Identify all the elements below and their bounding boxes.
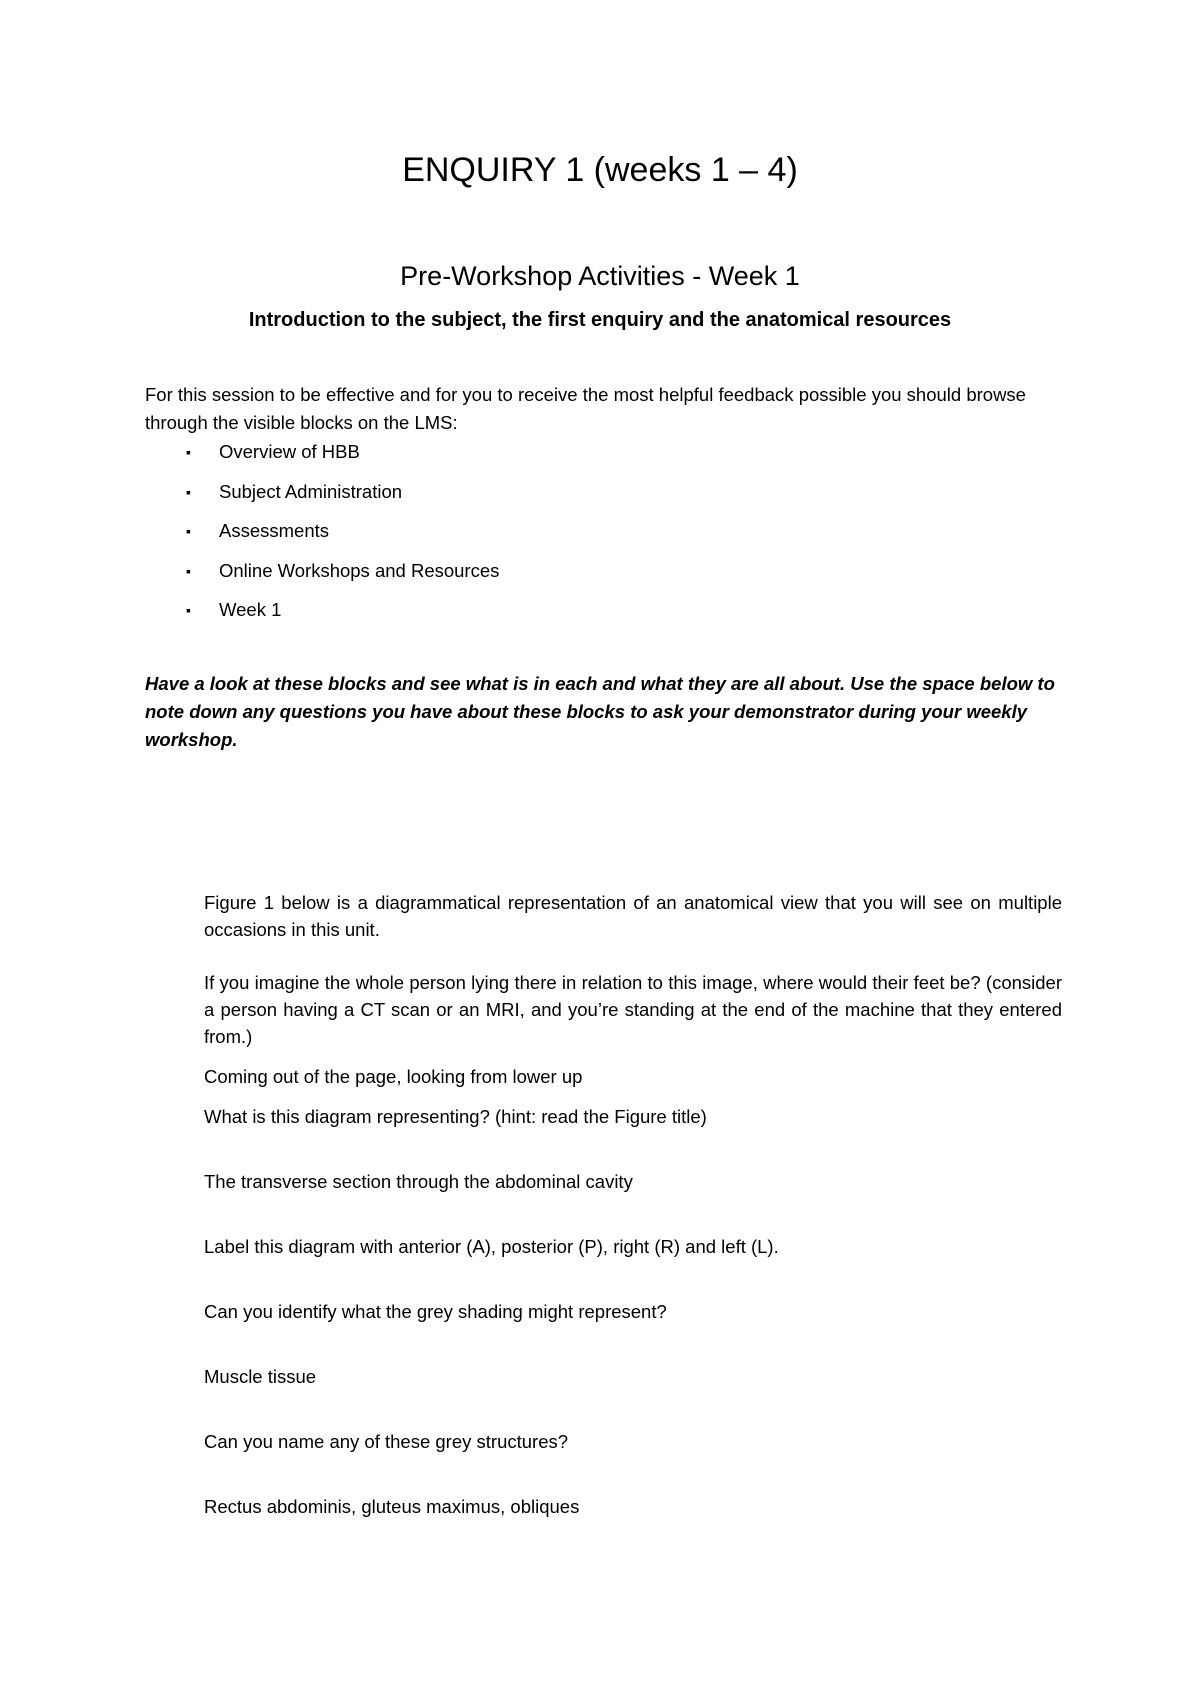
list-item-label: Assessments: [219, 520, 330, 541]
bullet-icon: ▪: [186, 562, 191, 579]
list-item-label: Week 1: [219, 599, 282, 620]
list-item-label: Subject Administration: [219, 480, 403, 502]
figure-intro-paragraph: Figure 1 below is a diagrammatical representation of an anatomical view that you will see on multiple occasions in this unit.: [204, 892, 1062, 940]
bullet-icon: ▪: [186, 444, 191, 460]
bullet-icon: ▪: [186, 602, 191, 618]
answer-feet: Coming out of the page, looking from lower up: [204, 1066, 583, 1087]
list-item: [186, 478, 499, 518]
list-item: [186, 438, 499, 478]
instruction-label: Label this diagram with anterior (A), posterior (P), right (R) and left (L).: [204, 1236, 779, 1257]
answer-structures: Rectus abdominis, gluteus maximus, obliques: [204, 1496, 580, 1517]
question-diagram: What is this diagram representing? (hint: read the Figure title): [204, 1106, 707, 1127]
answer-diagram: The transverse section through the abdominal cavity: [204, 1171, 633, 1192]
question-feet: If you imagine the whole person lying there in relation to this image, where would their feet be? (consider a person having a CT scan or an MRI, and you’re standing at the end of the machine that they entered from.): [204, 972, 1062, 1047]
list-item: [186, 517, 499, 557]
intro-paragraph: For this session to be effective and for you to receive the most helpful feedback possible you should browse through the visible blocks on the LMS:: [145, 384, 1026, 433]
lms-blocks-list: [186, 438, 499, 636]
bullet-icon: ▪: [186, 483, 191, 500]
list-item: [186, 596, 499, 636]
intro-heading: Introduction to the subject, the first enquiry and the anatomical resources: [248, 309, 952, 331]
document-title: ENQUIRY 1 (weeks 1 – 4): [402, 151, 798, 189]
answer-grey: Muscle tissue: [204, 1366, 317, 1387]
list-item: [186, 557, 499, 597]
bullet-icon: ▪: [186, 523, 191, 539]
list-item-label: Overview of HBB: [219, 441, 360, 462]
section-subtitle: Pre-Workshop Activities - Week 1: [400, 261, 800, 291]
instruction-paragraph: Have a look at these blocks and see what is in each and what they are all about. Use the space below to note down any questions you have about these blocks to ask your demonstrator during your weekly workshop.: [145, 673, 1055, 750]
question-structures: Can you name any of these grey structures?: [204, 1431, 569, 1452]
list-item-label: Online Workshops and Resources: [219, 559, 500, 581]
question-grey: Can you identify what the grey shading might represent?: [204, 1301, 667, 1322]
